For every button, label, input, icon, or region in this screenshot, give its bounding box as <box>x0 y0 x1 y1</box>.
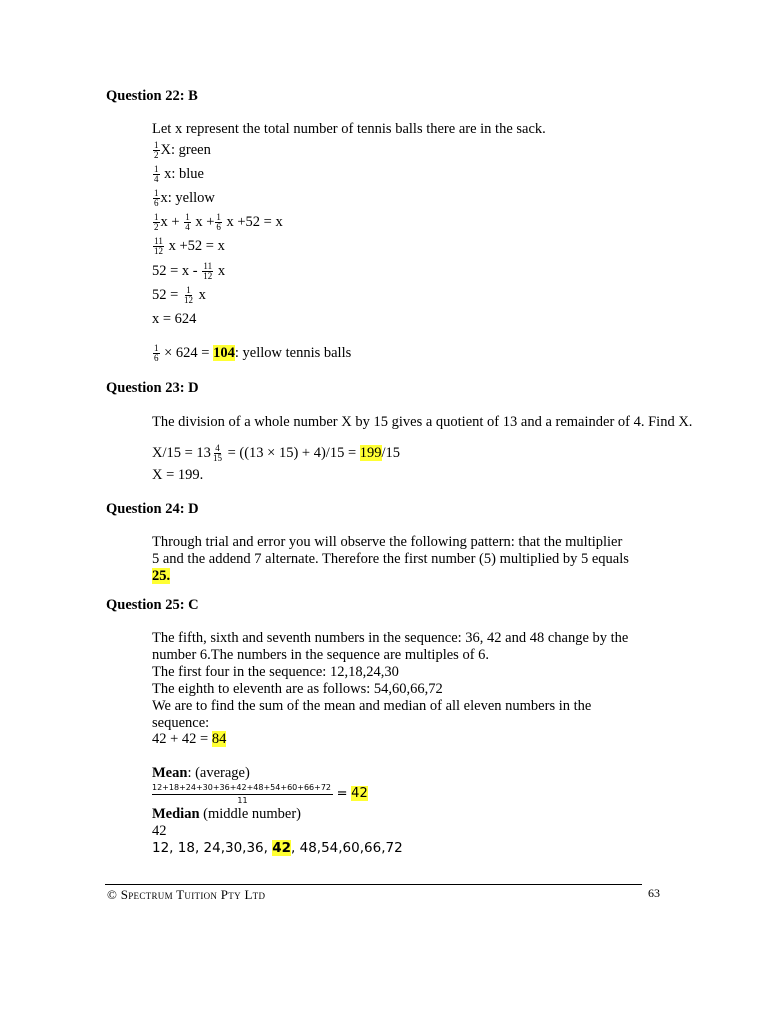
q24-line2: 5 and the addend 7 alternate. Therefore the first number (5) multiplied by 5 equals <box>152 551 629 567</box>
q22-final <box>152 344 351 363</box>
frac-num: 4 <box>215 443 220 453</box>
q25-mean-numerator: 12+18+24+30+36+42+48+54+60+66+72 <box>152 782 333 795</box>
q22-final-end: : yellow tennis balls <box>234 344 352 361</box>
q22-result: x = 624 <box>152 311 197 327</box>
q25-median-desc: (middle number) <box>199 806 302 822</box>
frac-num: 1 <box>186 285 191 295</box>
question-25-heading: Question 25: C <box>106 597 199 613</box>
q22-eq3 <box>152 262 225 281</box>
q22-eq2 <box>152 237 225 256</box>
frac-den: 15 <box>212 453 222 463</box>
q22-green-line <box>152 141 211 160</box>
q25-mean-label: Mean <box>152 765 188 781</box>
q25-line6: sequence: <box>152 715 210 731</box>
q22-x: x <box>217 262 226 279</box>
frac-num: 1 <box>154 343 159 353</box>
q22-eq4 <box>152 286 206 305</box>
frac-den: 12 <box>203 271 213 281</box>
q22-x2: x <box>198 286 206 303</box>
q22-yellow-line <box>152 189 215 208</box>
q22-eq3-start: 52 = x - <box>152 262 198 279</box>
q23-equation <box>152 444 400 463</box>
q22-green: X: green <box>160 141 211 158</box>
q25-line3: The first four in the sequence: 12,18,24,30 <box>152 664 399 680</box>
q25-mean-equation <box>152 782 368 806</box>
q23-text: The division of a whole number X by 15 gives a quotient of 13 and a remainder of 4. Find X. <box>152 414 693 430</box>
frac-num: 1 <box>216 212 221 222</box>
frac-num: 1 <box>154 188 159 198</box>
q25-sum <box>152 731 226 748</box>
q22-intro: Let x represent the total number of tennis balls there are in the sack. <box>152 121 546 137</box>
footer-rule <box>105 884 642 885</box>
q22-eq1: $\frac{1}{2}$ x + $\frac{1}{4}$ x + $\frac{1}{6}$ x +52 = x <box>154 212 283 232</box>
q25-mean-desc: : (average) <box>187 765 250 781</box>
q23-eq-end: /15 <box>381 444 401 461</box>
frac-num: 1 <box>154 212 159 222</box>
q23-eq-start: X/15 = 13 <box>152 444 211 461</box>
q25-sum-start: 42 + 42 = <box>152 731 209 747</box>
q22-final-mid: × 624 = <box>164 344 210 361</box>
question-23-heading: Question 23: D <box>106 380 199 396</box>
frac-den: 6 <box>154 353 159 363</box>
q25-median-label: Median <box>152 806 200 822</box>
footer-copyright: © Spectrum Tuition Pty Ltd <box>107 887 266 902</box>
q24-answer-highlight: 25. <box>152 568 171 584</box>
frac-den: 4 <box>154 174 159 184</box>
q25-median-value: 42 <box>152 823 167 839</box>
q25-mean-denominator: 11 <box>237 796 248 805</box>
q24-answer <box>152 568 170 585</box>
q22-eq2-end: x +52 = x <box>168 237 225 254</box>
q22-answer-highlight: 104 <box>213 344 235 361</box>
q22-blue-line <box>152 165 204 184</box>
q25-mean-fraction <box>152 782 333 806</box>
question-22-heading: Question 22: B <box>106 88 198 104</box>
q25-line2: number 6.The numbers in the sequence are multiples of 6. <box>152 647 490 663</box>
q25-line1: The fifth, sixth and seventh numbers in the sequence: 36, 42 and 48 change by the <box>152 630 629 646</box>
q25-mean-eq: = <box>336 786 348 802</box>
frac-den: 4 <box>185 222 190 232</box>
q25-median-label-line <box>152 806 301 823</box>
frac-den: 12 <box>154 246 163 256</box>
frac-den: 2 <box>154 150 159 160</box>
frac-num: 1 <box>154 140 159 150</box>
frac-den: 12 <box>183 295 193 305</box>
q25-sum-highlight: 84 <box>211 731 227 747</box>
q25-mean-highlight: 42 <box>351 786 368 802</box>
q25-seq-end: , 48,54,60,66,72 <box>291 840 403 856</box>
q25-line5: We are to find the sum of the mean and median of all eleven numbers in the <box>152 698 592 714</box>
q22-yellow: x: yellow <box>160 189 215 206</box>
frac-den: 6 <box>154 198 159 208</box>
frac-num: 11 <box>203 261 213 271</box>
q24-line1: Through trial and error you will observe the following pattern: that the multiplier <box>152 534 623 550</box>
q23-answer-highlight: 199 <box>359 444 382 461</box>
q22-blue: x: blue <box>164 165 204 182</box>
frac-num: 1 <box>185 212 190 222</box>
q25-mean-label-line <box>152 765 250 782</box>
q25-seq-start: 12, 18, 24,30,36, <box>152 840 268 856</box>
frac-den: 2 <box>154 222 159 232</box>
q25-sequence <box>152 840 403 856</box>
q22-eq1-end: x +52 = x <box>226 213 283 230</box>
q25-line4: The eighth to eleventh are as follows: 54,60,66,72 <box>152 681 443 697</box>
q22-eq4-start: 52 = <box>152 286 179 303</box>
question-24-heading: Question 24: D <box>106 501 199 517</box>
page-number: 63 <box>648 886 660 900</box>
q25-seq-highlight: 42 <box>272 840 292 856</box>
q23-eq-mid: = ((13 × 15) + 4)/15 = <box>227 444 357 461</box>
frac-num: 1 <box>154 164 159 174</box>
frac-den: 6 <box>216 222 221 232</box>
frac-num: 11 <box>154 236 163 246</box>
q23-result: X = 199. <box>152 467 204 483</box>
